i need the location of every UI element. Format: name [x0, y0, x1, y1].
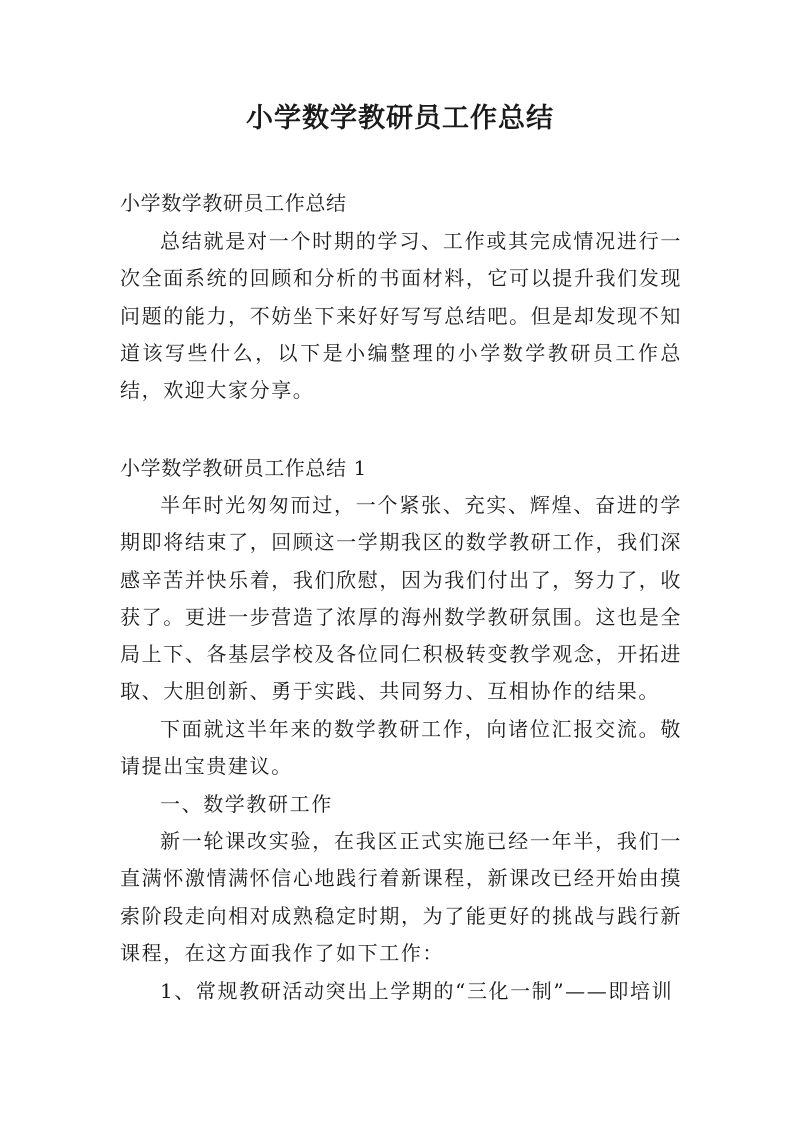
body-paragraph: 新一轮课改实验，在我区正式实施已经一年半，我们一直满怀激情满怀信心地践行着新课程，新课改已经开始由摸索阶段走向相对成熟稳定时期，为了能更好的挑战与践行新课程，在这方面我作了如下工作： — [120, 829, 682, 965]
body-paragraph: 下面就这半年来的数学教研工作，向诸位汇报交流。敬请提出宝贵建议。 — [120, 717, 682, 779]
intro-paragraph: 总结就是对一个时期的学习、工作或其完成情况进行一次全面系统的回顾和分析的书面材料，它可以提升我们发现问题的能力，不妨坐下来好好写写总结吧。但是却发现不知道该写些什么，以下是小编整理的小学数学教研员工作总结，欢迎大家分享。 — [120, 229, 682, 403]
document-title: 小学数学教研员工作总结 — [246, 103, 554, 134]
section-heading-numbered: 一、数学教研工作 — [160, 792, 333, 816]
section-heading: 小学数学教研员工作总结 — [120, 191, 347, 215]
body-paragraph: 半年时光匆匆而过，一个紧张、充实、辉煌、奋进的学期即将结束了，回顾这一学期我区的数学教研工作，我们深感辛苦并快乐着，我们欣慰，因为我们付出了，努力了，收获了。更进一步营造了浓厚的海州数学教研氛围。这也是全局上下、各基层学校及各位同仁积极转变教学观念，开拓进取、大胆创新、勇于实践、共同努力、互相协作的结果。 — [120, 493, 682, 704]
section-heading-1: 小学数学教研员工作总结 1 — [120, 456, 367, 480]
list-item: 1、常规教研活动突出上学期的“三化一制”——即培训 — [160, 979, 674, 1003]
